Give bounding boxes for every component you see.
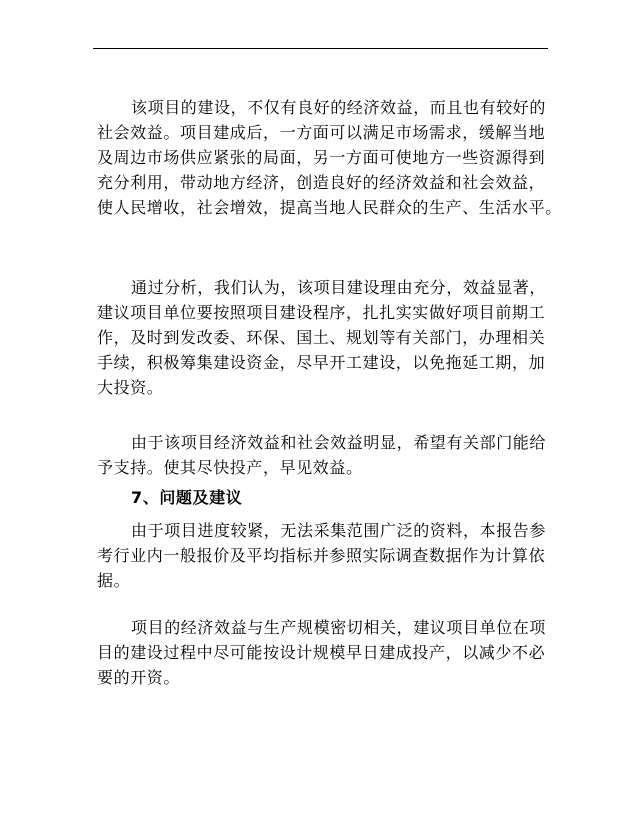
paragraph-production-scale <box>97 615 557 690</box>
text-line: 建议项目单位要按照项目建设程序，扎扎实实做好项目前期工 <box>97 303 546 322</box>
text-line: 作，及时到发改委、环保、国土、规划等有关部门，办理相关 <box>97 328 546 347</box>
text-line: 目的建设过程中尽可能按设计规模早日建成投产，以减少不必 <box>97 643 546 662</box>
paragraph-analysis-conclusion <box>97 275 557 400</box>
text-line: 社会效益。项目建成后，一方面可以满足市场需求，缓解当地 <box>97 123 546 142</box>
paragraph-request-support <box>97 430 557 480</box>
text-line: 充分利用，带动地方经济，创造良好的经济效益和社会效益， <box>97 173 546 192</box>
text-line: 使人民增收，社会增效，提高当地人民群众的生产、生活水平。 <box>97 198 562 217</box>
text-line: 考行业内一般报价及平均指标并参照实际调查数据作为计算依 <box>97 546 546 565</box>
text-line: 该项目的建设，不仅有良好的经济效益，而且也有较好的 <box>131 98 547 117</box>
text-line: 要的开资。 <box>97 668 181 687</box>
paragraph-data-basis <box>97 518 557 593</box>
text-line: 手续，积极筹集建设资金，尽早开工建设，以免拖延工期，加 <box>97 353 546 372</box>
paragraph-economic-social-benefits <box>97 95 562 220</box>
text-line: 通过分析，我们认为，该项目建设理由充分，效益显著， <box>131 278 547 297</box>
section-heading: 7、问题及建议 <box>131 488 243 507</box>
text-line: 据。 <box>97 571 131 590</box>
text-line: 由于该项目经济效益和社会效益明显，希望有关部门能给 <box>131 433 547 452</box>
text-line: 及周边市场供应紧张的局面，另一方面可使地方一些资源得到 <box>97 148 546 167</box>
text-line: 项目的经济效益与生产规模密切相关，建议项目单位在项 <box>131 618 547 637</box>
text-line: 由于项目进度较紧，无法采集范围广泛的资料，本报告参 <box>131 521 547 540</box>
text-line: 予支持。使其尽快投产，早见效益。 <box>97 458 363 477</box>
header-rule <box>93 48 548 49</box>
text-line: 大投资。 <box>97 378 164 397</box>
